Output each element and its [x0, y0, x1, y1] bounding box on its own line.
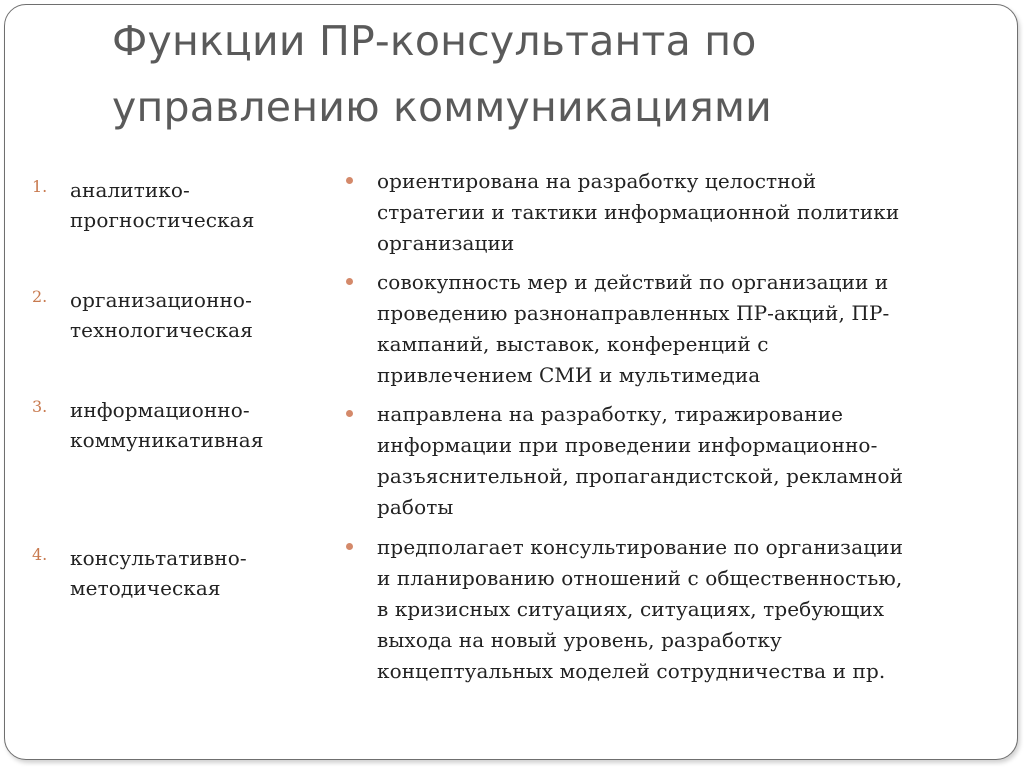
function-label-line: методическая — [70, 576, 221, 600]
description-line: организации — [377, 231, 515, 255]
description-text — [377, 267, 977, 391]
function-number: 4. — [32, 545, 48, 564]
description-line: в кризисных ситуациях, ситуациях, требующих — [377, 597, 885, 621]
description-line: проведению разнонаправленных ПР-акций, ПР- — [377, 301, 890, 325]
function-label-line: консультативно- — [70, 546, 247, 570]
function-number: 2. — [32, 287, 48, 306]
description-line: и планированию отношений с общественностью, — [377, 566, 903, 590]
function-number: 1. — [32, 177, 48, 196]
function-label-line: аналитико- — [70, 178, 190, 202]
description-line: информации при проведении информационно- — [377, 433, 878, 457]
bullet-dot-icon — [346, 278, 353, 285]
bullet-dot-icon — [346, 543, 353, 550]
description-line: стратегии и тактики информационной политики — [377, 200, 900, 224]
function-label — [70, 543, 330, 603]
slide-title-line-2: управлению коммуникациями — [112, 83, 772, 131]
description-line: совокупность мер и действий по организации и — [377, 270, 889, 294]
descriptions-list — [340, 0, 980, 767]
description-line: выхода на новый уровень, разработку — [377, 628, 782, 652]
description-line: разъяснительной, пропагандистской, рекламной — [377, 464, 904, 488]
description-line: работы — [377, 495, 454, 519]
description-line: ориентирована на разработку целостной — [377, 169, 817, 193]
function-label — [70, 175, 330, 235]
slide-title-line-1: Функции ПР-консультанта по — [112, 17, 757, 65]
bullet-dot-icon — [346, 177, 353, 184]
description-line: кампаний, выставок, конференций с — [377, 332, 769, 356]
description-line: предполагает консультирование по организации — [377, 535, 904, 559]
function-label-line: прогностическая — [70, 208, 255, 232]
description-line: направлена на разработку, тиражирование — [377, 402, 844, 426]
description-text — [377, 532, 977, 687]
bullet-dot-icon — [346, 410, 353, 417]
function-label-line: технологическая — [70, 318, 253, 342]
function-label-line: организационно- — [70, 288, 252, 312]
description-line: концептуальных моделей сотрудничества и пр. — [377, 659, 886, 683]
function-label — [70, 395, 330, 455]
description-text — [377, 399, 977, 523]
functions-list — [32, 0, 332, 767]
function-label-line: информационно- — [70, 398, 250, 422]
function-number: 3. — [32, 397, 48, 416]
function-label-line: коммуникативная — [70, 428, 264, 452]
description-text — [377, 166, 977, 259]
description-line: привлечением СМИ и мультимедиа — [377, 363, 761, 387]
function-label — [70, 285, 330, 345]
